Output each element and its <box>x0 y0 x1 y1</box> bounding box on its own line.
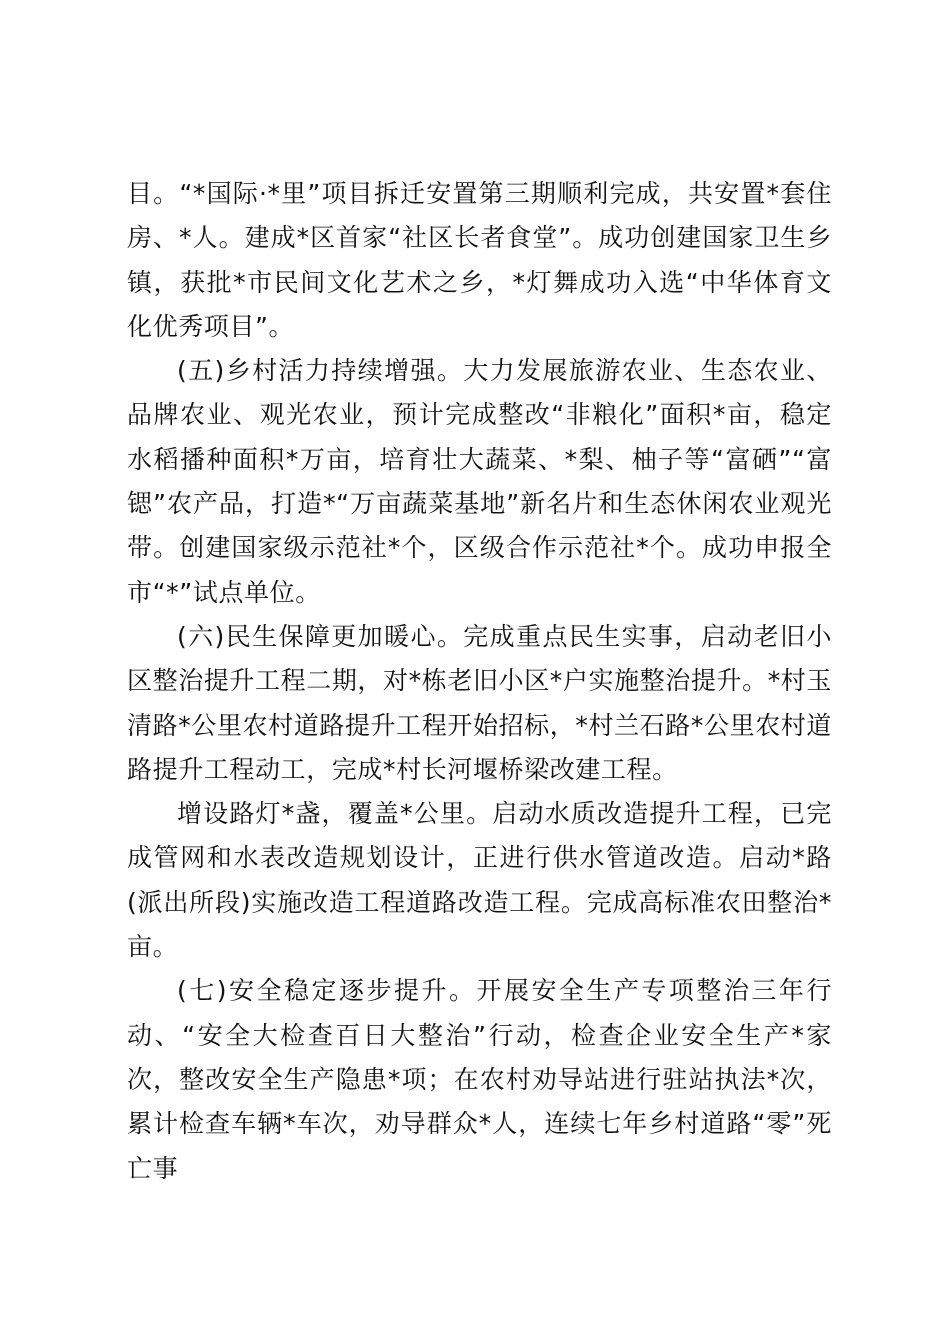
paragraph-2: (五)乡村活力持续增强。大力发展旅游农业、生态农业、品牌农业、观光农业，预计完成整改“非粮化”面积*亩，稳定水稻播种面积*万亩，培育壮大蔬菜、*梨、柚子等“富硒”“富锶”农产品，打造*“万亩蔬菜基地”新名片和生态休闲农业观光带。创建国家级示范社*个，区级合作示范社*个。成功申报全市“*”试点单位。 <box>127 356 832 607</box>
paragraph-5: (七)安全稳定逐步提升。开展安全生产专项整治三年行动、“安全大检查百日大整治”行动，检查企业安全生产*家次，整改安全生产隐患*项；在农村劝导站进行驻站执法*次，累计检查车辆*车次，劝导群众*人，连续七年乡村道路“零”死亡事 <box>127 976 832 1183</box>
document-body <box>127 172 832 1191</box>
paragraph-3: (六)民生保障更加暖心。完成重点民生实事，启动老旧小区整治提升工程二期，对*栋老旧小区*户实施整治提升。*村玉清路*公里农村道路提升工程开始招标，*村兰石路*公里农村道路提升工程动工，完成*村长河堰桥梁改建工程。 <box>127 621 832 784</box>
paragraph-4: 增设路灯*盏，覆盖*公里。启动水质改造提升工程，已完成管网和水表改造规划设计，正进行供水管道改造。启动*路(派出所段)实施改造工程道路改造工程。完成高标准农田整治*亩。 <box>127 799 832 962</box>
paragraph-1: 目。“*国际·*里”项目拆迁安置第三期顺利完成，共安置*套住房、*人。建成*区首家“社区长者食堂”。成功创建国家卫生乡镇，获批*市民间文化艺术之乡，*灯舞成功入选“中华体育文化优秀项目”。 <box>127 179 832 341</box>
